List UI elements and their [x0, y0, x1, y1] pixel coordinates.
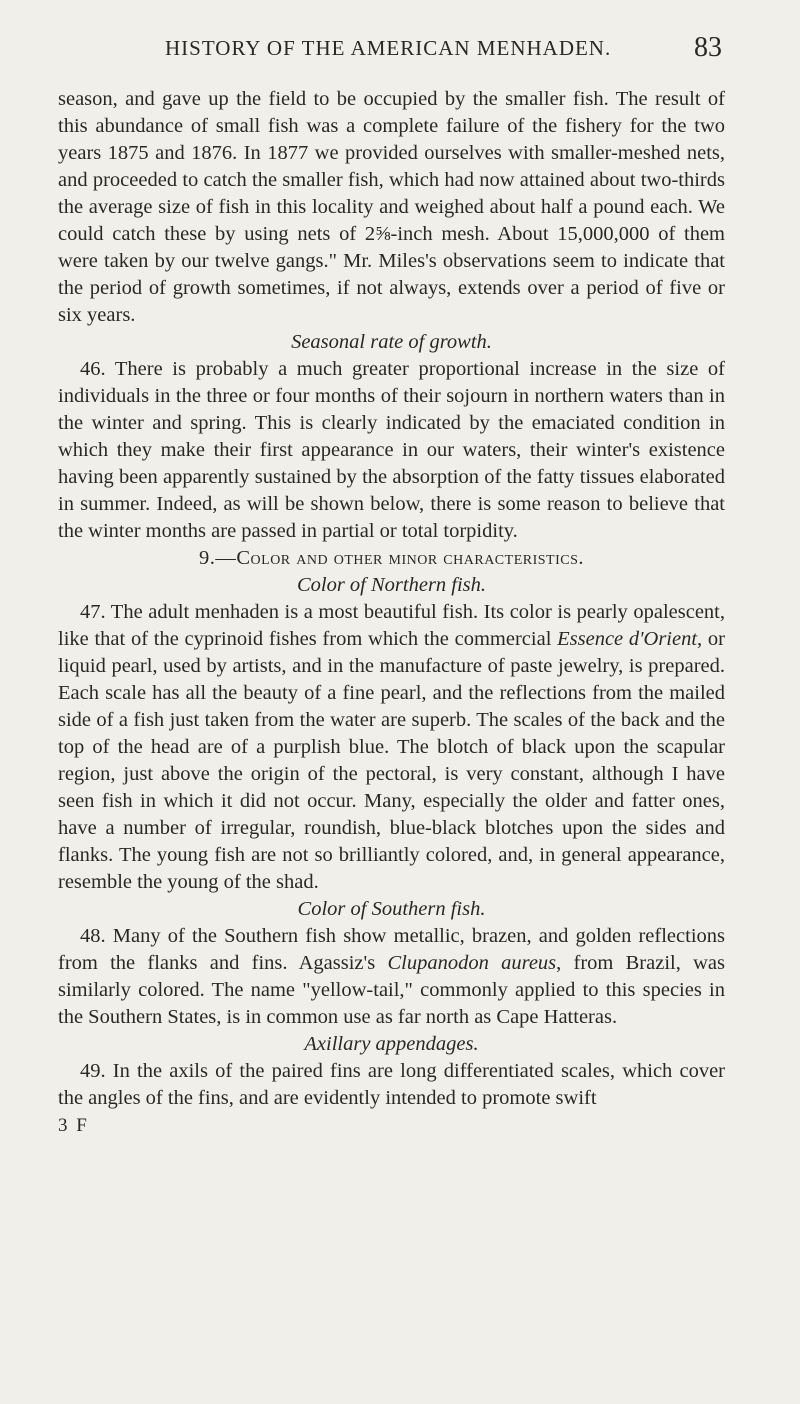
paragraph-48-species-name: Clupanodon aureus [387, 952, 557, 974]
signature-mark: 3 F [58, 1115, 89, 1136]
page-number: 83 [694, 32, 722, 63]
paragraph-48-text-c: , from Brazil, was similarly colored. The name "yellow-tail," commonly applied to this species in the Southern States, is in common use as far north as Cape Hatteras. [58, 952, 725, 1028]
paragraph-49: 49. In the axils of the paired fins are long differentiated scales, which cover the angles of the fins, and are evidently intended to promote swift [58, 1060, 725, 1109]
paragraph-47 [58, 599, 725, 896]
paragraph-47-text-a: 47. The adult menhaden is a most beautiful fish. Its color is pearly opalescent, like that of the cyprinoid fishes from which the commercial [58, 601, 725, 650]
paragraph-48 [58, 923, 725, 1031]
subheading-axillary: Axillary appendages. [304, 1033, 479, 1055]
body-text [58, 86, 725, 1139]
paragraph-48-text-a: 48. Many of the Southern fish show metallic, brazen, and golden reflections from the flanks and fins. Agassiz's [58, 925, 725, 974]
subheading-seasonal-rate: Seasonal rate of growth. [291, 331, 492, 353]
paragraph-47-essence-term: Essence d'Orient [557, 628, 698, 650]
subheading-northern-fish: Color of Northern fish. [296, 574, 487, 596]
subheading-southern-fish: Color of Southern fish. [297, 898, 486, 920]
section-heading-9: 9.—Color and other minor characteristics. [198, 547, 585, 569]
paragraph-46: 46. There is probably a much greater proportional increase in the size of individuals in the three or four months of their sojourn in northern waters than in the winter and spring. This is clearly indicated by the emaciated condition in which they make their first appearance in our waters, their winter's existence having been apparently sustained by the absorption of the fatty tissues elaborated in summer. Indeed, as will be shown below, there is some reason to believe that the winter months are passed in partial or total torpidity. [58, 358, 725, 542]
running-head-title: HISTORY OF THE AMERICAN MENHADEN. [165, 36, 612, 60]
paragraph-47-text-c: , or liquid pearl, used by artists, and in the manufacture of paste jewelry, is prepared. Each scale has all the beauty of a fine pearl, and the reflections from the mailed side of a fish just taken from the water are superb. The scales of the back and the top of the head are of a purplish blue. The blotch of black upon the scapular region, just above the origin of the pectoral, is very constant, although I have seen fish in which it did not occur. Many, especially the older and fatter ones, have a number of irregular, roundish, blue-black blotches upon the sides and flanks. The young fish are not so brilliantly colored, and, in general appearance, resemble the young of the shad. [58, 628, 725, 893]
paragraph-intro: season, and gave up the field to be occupied by the smaller fish. The result of this abundance of small fish was a complete failure of the fishery for the two years 1875 and 1876. In 1877 we provided ourselves with smaller-meshed nets, and proceeded to catch the smaller fish, which had now attained about two-thirds the average size of fish in this locality and weighed about half a pound each. We could catch these by using nets of 2⅝-inch mesh. About 15,000,000 of them were taken by our twelve gangs." Mr. Miles's observations seem to indicate that the period of growth sometimes, if not always, extends over a period of five or six years. [58, 88, 725, 326]
running-head [0, 30, 800, 70]
